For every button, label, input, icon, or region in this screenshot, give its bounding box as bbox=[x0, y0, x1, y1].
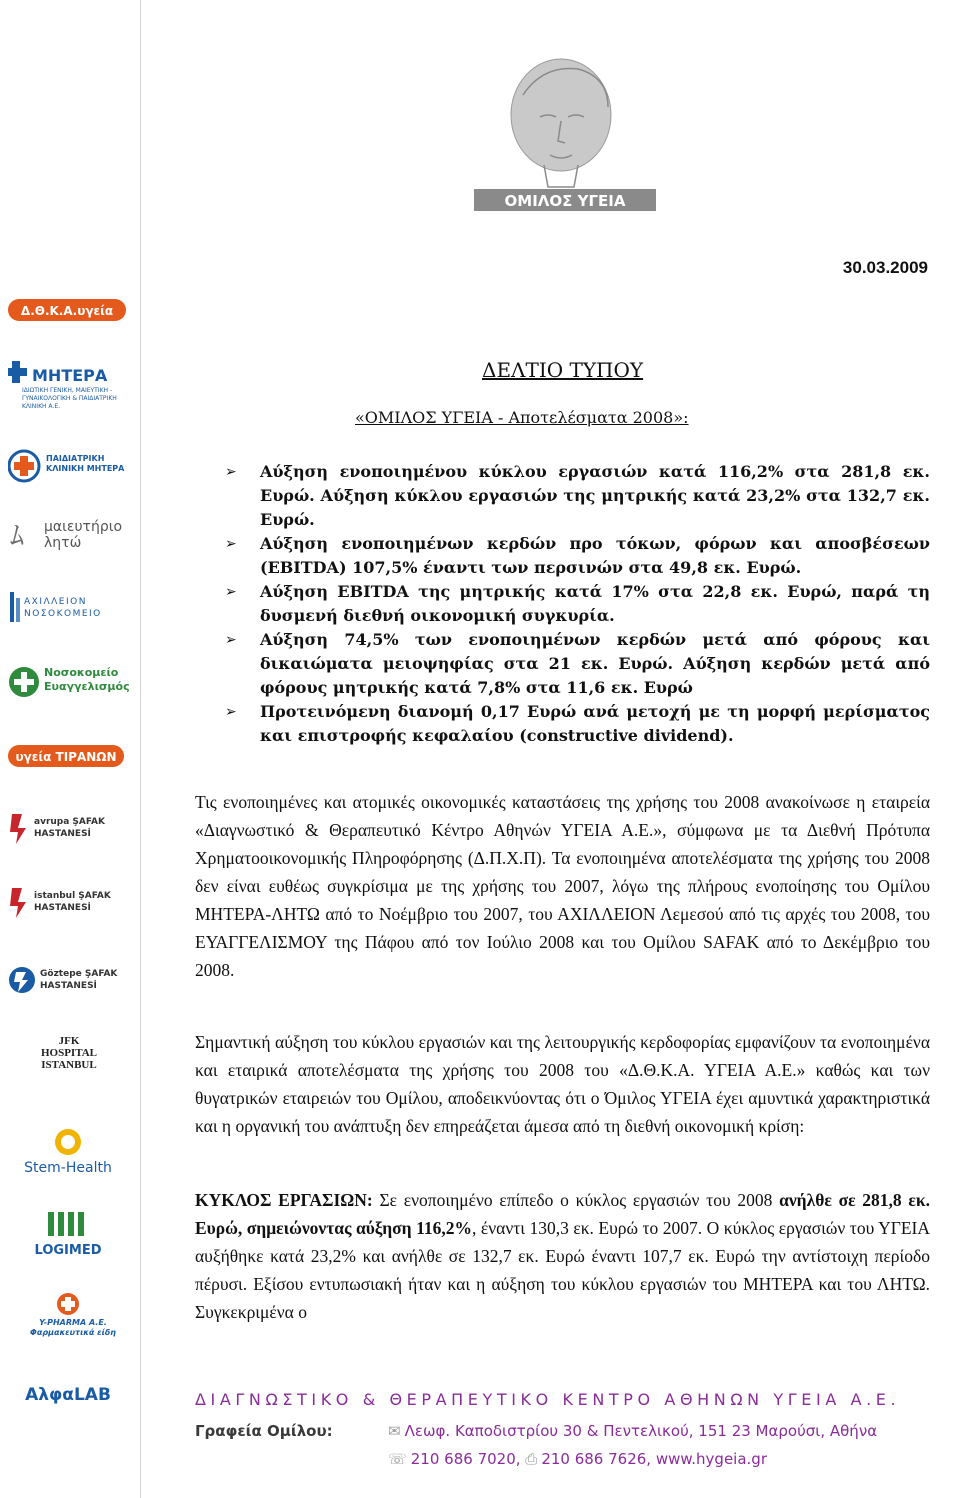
footer-address: ✉ Λεωφ. Καποδιστρίου 30 & Πεντελικού, 151 23 Μαρούσι, Αθήνα bbox=[388, 1422, 878, 1440]
mitera-logo bbox=[8, 355, 136, 417]
istanbul-text: istanbul ŞAFAK HASTANESİ bbox=[34, 891, 111, 913]
goztepe-safak-logo bbox=[8, 962, 136, 998]
footer-offices-label: Γραφεία Ομίλου: bbox=[195, 1422, 333, 1440]
evangelismos-logo bbox=[8, 662, 136, 702]
lito-logo bbox=[8, 515, 136, 555]
alphalab-text: ΑλφαLAB bbox=[25, 1385, 111, 1405]
svg-text:ﾑ: ﾑ bbox=[10, 519, 25, 552]
evangelismos-text: Νοσοκομείο Ευαγγελισμός bbox=[44, 666, 130, 693]
paragraph-financial-statements: Τις ενοποιημένες και ατομικές οικονομικές καταστάσεις της χρήσης του 2008 ανακοίνωσε η εταιρεία «Διαγνωστικό & Θεραπευτικό Κέντρο Αθηνών ΥΓΕΙΑ Α.Ε.», σύμφωνα με τα Διεθνή Πρότυπα Χρηματοοικονομικής Πληροφόρησης (Δ.Π.Χ.Π). Τα ενοποιημένα αποτελέσματα της χρήσης του 2008 δεν είναι ευθέως συγκρίσιμα με της χρήσης του 2007, λόγω της πλήρους ενοποίησης του Ομίλου ΜΗΤΕΡΑ-ΛΗΤΩ από το Νοέμβριο του 2007, του ΑΧΙΛΛΕΙΟΝ Λεμεσού από τις αρχές του 2008, του ΕΥΑΓΓΕΛΙΣΜΟΥ της Πάφου από τον Ιούλιο 2008 και του Ομίλου SAFAK από το Δεκέμβριο του 2008. bbox=[195, 792, 930, 980]
logimed-logo bbox=[8, 1210, 136, 1260]
document-date: 30.03.2009 bbox=[842, 258, 928, 277]
paragraph-turnover: ΚΥΚΛΟΣ ΕΡΓΑΣΙΩΝ: Σε ενοποιημένο επίπεδο ο κύκλος εργασιών του 2008 ανήλθε σε 281,8 εκ. Ευρώ, σημειώνοντας αύξηση 116,2%, έναντι 130,3 εκ. Ευρώ το 2007. Ο κύκλος εργασιών του ΥΓΕΙΑ αυξήθηκε κατά 23,2% και ανήλθε σε 132,7 εκ. Ευρώ έναντι 107,7 εκ. Ευρώ την αντίστοιχη περίοδο πέρυσι. Εξίσου εντυπωσιακή ήταν και η αύξηση του κύκλου εργασιών του ΜΗΤΕΡΑ και του ΛΗΤΩ. Συγκεκριμένα ο bbox=[195, 1190, 930, 1322]
jfk-text: JFK HOSPITAL ISTANBUL bbox=[40, 1035, 98, 1071]
stem-health-logo bbox=[8, 1128, 136, 1178]
list-item: ➢ Αύξηση ενοποιημένου κύκλου εργασιών κατά 116,2% στα 281,8 εκ. Ευρώ. Αύξηση κύκλου εργασιών της μητρικής κατά 23,2% στα 132,7 εκ. Ευρώ. bbox=[225, 462, 930, 529]
paidiatriki-logo bbox=[8, 448, 136, 488]
highlights-list bbox=[225, 460, 930, 748]
mitera-text: ΜΗΤΕΡΑ bbox=[32, 366, 108, 385]
page-title: ΔΕΛΤΙΟ ΤΥΠΟΥ bbox=[482, 358, 644, 382]
fax-icon: ⎙ bbox=[525, 1450, 538, 1468]
phone-icon: ☏ bbox=[388, 1450, 407, 1468]
y-pharma-text: Y-PHARMA A.E. Φαρμακευτικά είδη bbox=[30, 1318, 116, 1337]
page-subtitle: «ΟΜΙΛΟΣ ΥΓΕΙΑ - Αποτελέσματα 2008»: bbox=[355, 408, 689, 427]
list-item: ➢ Αύξηση ενοποιημένων κερδών προ τόκων, φόρων και αποσβέσεων (EBITDA) 107,5% έναντι των περσινών στα 49,8 εκ. Ευρώ. bbox=[225, 534, 930, 577]
paragraph-growth: Σημαντική αύξηση του κύκλου εργασιών και της λειτουργικής κερδοφορίας εμφανίζουν τα ενοποιημένα και εταιρικά αποτελέσματα της χρήσης του 2008 του «Δ.Θ.Κ.Α. ΥΓΕΙΑ Α.Ε.» καθώς και των θυγατρικών εταιρειών του Ομίλου, αποδεικνύοντας ότι ο Όμιλος ΥΓΕΙΑ έχει αμυντικά χαρακτηριστικά και η οργανική του ανάπτυξη δεν επηρεάζεται άμεσα από τη διεθνή οικονομική κρίση: bbox=[195, 1032, 930, 1136]
jfk-logo bbox=[8, 1035, 136, 1085]
tiranon-text: υγεία ΤΙΡΑΝΩΝ bbox=[15, 750, 117, 764]
mitera-sub-text: ΙΔΙΩΤΙΚΗ ΓΕΝΙΚΗ, ΜΑΙΕΥΤΙΚΗ - ΓΥΝΑΙΚΟΛΟΓΙΚΗ & ΠΑΙΔΙΑΤΡΙΚΗ ΚΛΙΝΙΚΗ Α.Ε. bbox=[22, 387, 117, 410]
list-item: ➢ Αύξηση EBITDA της μητρικής κατά 17% στα 22,8 εκ. Ευρώ, παρά τη δυσμενή διεθνή οικονομική συγκυρία. bbox=[225, 582, 930, 625]
avrupa-text: avrupa ŞAFAK HASTANESİ bbox=[34, 817, 105, 839]
omilos-ygeia-logo bbox=[468, 55, 658, 215]
turnover-highlight: ανήλθε σε 281,8 εκ. Ευρώ, σημειώνοντας αύξηση 116,2% bbox=[195, 1190, 930, 1238]
lito-text: μαιευτήριο λητώ bbox=[44, 519, 123, 551]
arrow-bullet-icon: ➢ bbox=[225, 704, 237, 720]
achilleion-logo bbox=[8, 588, 136, 626]
avrupa-safak-logo bbox=[8, 810, 136, 846]
list-item: ➢ Αύξηση 74,5% των ενοποιημένων κερδών μετά από φόρους και δικαιώματα μειοψηφίας στα 21 εκ. Ευρώ. Αύξηση κερδών μετά από φόρους μητρικής κατά 7,8% στα 11,6 εκ. Ευρώ bbox=[225, 630, 930, 697]
goztepe-text: Göztepe ŞAFAK HASTANESİ bbox=[40, 969, 118, 991]
list-item: ➢ Προτεινόμενη διανομή 0,17 Ευρώ ανά μετοχή με τη μορφή μερίσματος και επιστροφής κεφαλαίου (constructive dividend). bbox=[225, 702, 930, 745]
dthka-text: Δ.Θ.Κ.Α.υγεία bbox=[20, 304, 114, 318]
arrow-bullet-icon: ➢ bbox=[225, 464, 237, 480]
envelope-icon: ✉ bbox=[388, 1422, 401, 1440]
alphalab-logo bbox=[8, 1372, 136, 1412]
footer-company-name: ΔΙΑΓΝΩΣΤΙΚΟ & ΘΕΡΑΠΕΥΤΙΚΟ ΚΕΝΤΡΟ ΑΘΗΝΩΝ ΥΓΕΙΑ Α.Ε. bbox=[195, 1390, 901, 1409]
istanbul-safak-logo bbox=[8, 884, 136, 920]
arrow-bullet-icon: ➢ bbox=[225, 632, 237, 648]
dthka-ygeia-logo bbox=[8, 298, 136, 324]
achilleion-text: ΑΧΙΛΛΕΙΟΝ ΝΟΣΟΚΟΜΕΙΟ bbox=[24, 597, 102, 619]
logimed-text: LOGIMED bbox=[34, 1243, 102, 1258]
ygeia-tiranon-logo bbox=[8, 744, 136, 768]
arrow-bullet-icon: ➢ bbox=[225, 536, 237, 552]
omilos-ygeia-text: ΟΜΙΛΟΣ ΥΓΕΙΑ bbox=[504, 192, 626, 210]
y-pharma-logo bbox=[8, 1292, 136, 1342]
sidebar-logos bbox=[0, 0, 141, 1498]
website-link[interactable]: www.hygeia.gr bbox=[655, 1450, 767, 1468]
arrow-bullet-icon: ➢ bbox=[225, 584, 237, 600]
footer-contacts: ☏ 210 686 7020, ⎙ 210 686 7626, www.hygeia.gr bbox=[388, 1450, 767, 1468]
paidiatriki-text: ΠΑΙΔΙΑΤΡΙΚΗ ΚΛΙΝΙΚΗ ΜΗΤΕΡΑ bbox=[46, 454, 125, 473]
turnover-label: ΚΥΚΛΟΣ ΕΡΓΑΣΙΩΝ: bbox=[195, 1190, 373, 1210]
stem-health-text: Stem-Health bbox=[24, 1160, 112, 1176]
